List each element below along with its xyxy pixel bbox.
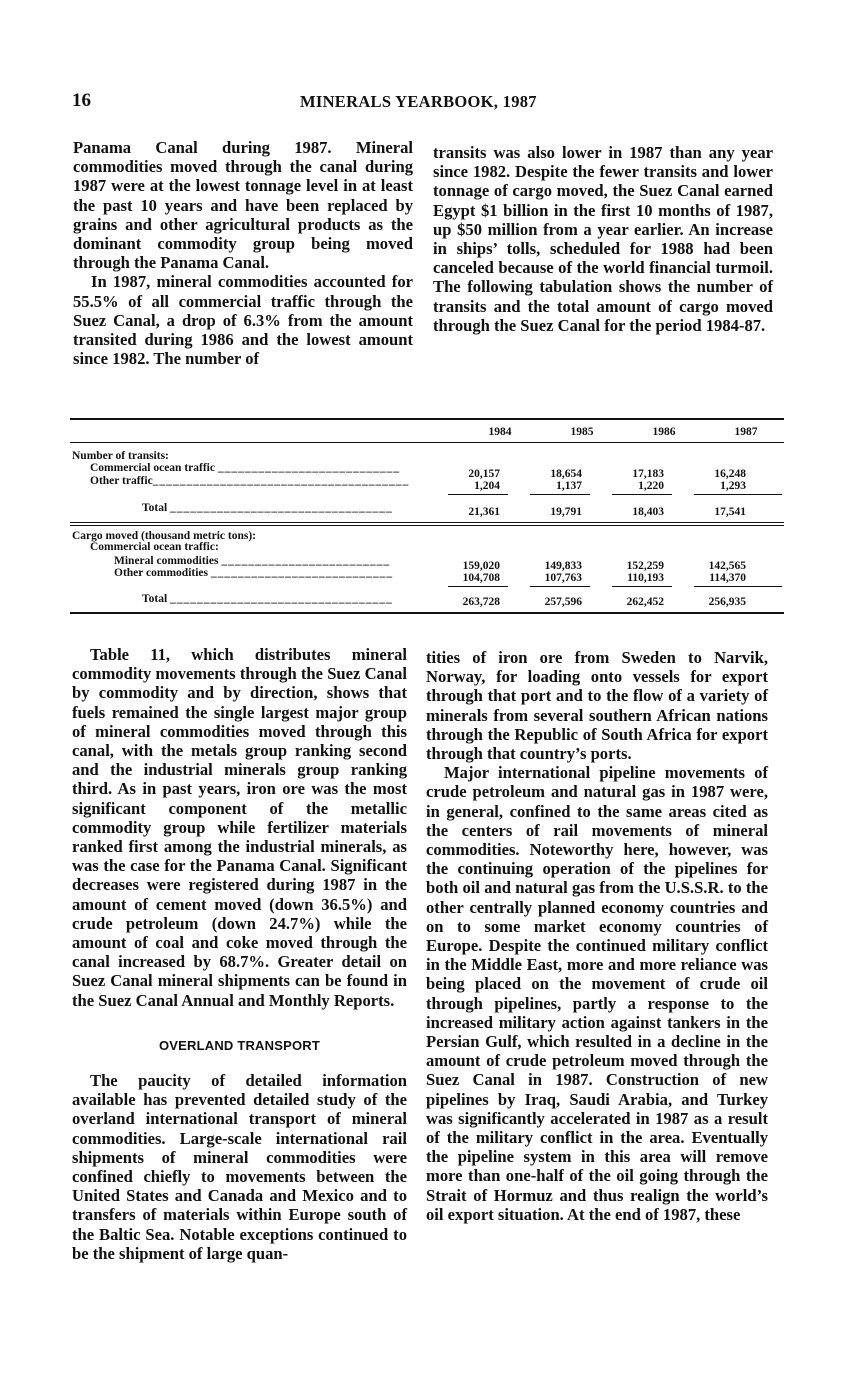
row-label: Other commodities ___________________________ (114, 567, 394, 579)
table-cell: 262,452 (626, 596, 664, 608)
running-head: MINERALS YEARBOOK, 1987 (300, 92, 537, 111)
sum-rule (448, 494, 508, 495)
sum-rule (694, 586, 782, 587)
transits-heading: Number of transits: (72, 450, 169, 462)
table-cell: 257,596 (544, 596, 582, 608)
paragraph: Table 11, which distributes mineral commodity movements through the Suez Canal by commodity and by direction, shows that fuels remained the single largest major group of mineral commodities moved through this canal, with the metals group ranking second and the industrial minerals group ranking third. As in past years, iron ore was the most significant component of the metallic commodity group while fertilizer materials ranked first among the industrial minerals, as was the case for the Panama Canal. Significant decreases were registered during 1987 in the amount of cement moved (down 36.5%) and crude petroleum (down 24.7%) while the amount of coal and coke moved through the canal increased by 68.7%. Greater detail on Suez Canal mineral shipments can be found in the Suez Canal Annual and Monthly Reports. (72, 645, 407, 1010)
table-cell: 16,248 (714, 468, 746, 480)
year-header: 1986 (652, 426, 676, 438)
table-cell: 19,791 (550, 506, 582, 518)
table-cell: 149,833 (544, 560, 582, 572)
section-rule (70, 522, 784, 523)
table-top-rule (70, 418, 784, 420)
text-column-top-right (433, 143, 773, 335)
year-header: 1984 (488, 426, 512, 438)
table-cell: 1,293 (720, 480, 746, 492)
table-cell: 142,565 (708, 560, 746, 572)
table-header-rule (70, 442, 784, 443)
row-label: Commercial ocean traffic ___________________________ (90, 462, 401, 474)
table-cell: 107,763 (544, 572, 582, 584)
sum-rule (612, 586, 672, 587)
text-column-bottom-left (72, 645, 407, 1263)
table-cell: 114,370 (709, 572, 746, 584)
table-bottom-rule (70, 612, 784, 614)
table-cell: 110,193 (627, 572, 664, 584)
sum-rule (530, 586, 590, 587)
sum-rule (612, 494, 672, 495)
table-cell: 263,728 (462, 596, 500, 608)
table-cell: 18,654 (550, 468, 582, 480)
table-cell: 256,935 (708, 596, 746, 608)
cargo-heading: Cargo moved (thousand metric tons): (72, 530, 256, 542)
paragraph: transits was also lower in 1987 than any year since 1982. Despite the fewer transits and lower tonnage of cargo moved, the Suez Canal earned Egypt $1 billion in the first 10 months of 1987, up $50 million from a year earlier. An increase in ships’ tolls, scheduled for 1988 had been canceled because of the world financial turmoil. The following tabulation shows the number of transits and the total amount of cargo moved through the Suez Canal for the period 1984-87. (433, 143, 773, 335)
row-label: Total _________________________________ (142, 593, 393, 605)
sum-rule (448, 586, 508, 587)
year-header: 1987 (734, 426, 758, 438)
year-header: 1985 (570, 426, 594, 438)
row-label: Mineral commodities _________________________ (114, 555, 391, 567)
table-cell: 104,708 (462, 572, 500, 584)
table-cell: 1,137 (556, 480, 582, 492)
row-label: Other traffic______________________________________ (90, 475, 410, 487)
row-label: Total _________________________________ (142, 502, 393, 514)
section-heading: OVERLAND TRANSPORT (158, 1037, 321, 1053)
table-cell: 159,020 (462, 560, 500, 572)
table-cell: 152,259 (626, 560, 664, 572)
table-cell: 21,361 (468, 506, 500, 518)
paragraph: Panama Canal during 1987. Mineral commodities moved through the canal during 1987 were at the lowest tonnage level in at least the past 10 years and have been replaced by grains and other agricultural products as the dominant commodity group being moved through the Panama Canal. (73, 138, 413, 273)
paragraph: The paucity of detailed information available has prevented detailed study of the overland international transport of mineral commodities. Large-scale international rail shipments of mineral commodities were confined chiefly to movements between the United States and Canada and Mexico and to transfers of materials within Europe south of the Baltic Sea. Notable exceptions continued to be the shipment of large quan- (72, 1071, 407, 1263)
text-column-bottom-right (426, 648, 768, 1224)
sum-rule (694, 494, 782, 495)
cargo-subheading: Commercial ocean traffic: (90, 541, 219, 553)
table-cell: 1,220 (638, 480, 664, 492)
sum-rule (530, 494, 590, 495)
paragraph: In 1987, mineral commodities accounted for 55.5% of all commercial traffic through the Suez Canal, a drop of 6.3% from the amount transited during 1986 and the lowest amount since 1982. The number of (73, 272, 413, 369)
table-cell: 17,541 (714, 506, 746, 518)
page-number: 16 (72, 90, 91, 111)
table-cell: 1,204 (474, 480, 500, 492)
section-rule (70, 525, 784, 526)
table-cell: 18,403 (632, 506, 664, 518)
table-cell: 17,183 (632, 468, 664, 480)
text-column-top-left (73, 138, 413, 368)
paragraph: Major international pipeline movements of crude petroleum and natural gas in 1987 were, in general, confined to the same areas cited as the centers of rail movements of mineral commodities. Noteworthy here, however, was the continuing operation of the pipelines for both oil and natural gas from the U.S.S.R. to the other centrally planned economy countries and on to some market economy countries of Europe. Despite the continued military conflict in the Middle East, more and more reliance was being placed on the movement of crude oil through pipelines, partly a response to the increased military action against tankers in the Persian Gulf, which resulted in a decline in the amount of crude petroleum moved through the Suez Canal in 1987. Construction of new pipelines by Iraq, Saudi Arabia, and Turkey was significantly accelerated in 1987 as a result of the military conflict in the area. Eventually the pipeline system in this area will remove more than one-half of the oil going through the Strait of Hormuz and thus realign the world’s oil export situation. At the end of 1987, these (426, 763, 768, 1224)
table-cell: 20,157 (468, 468, 500, 480)
paragraph: tities of iron ore from Sweden to Narvik, Norway, for loading onto vessels for export through that port and to the flow of a variety of minerals from several southern African nations through the Republic of South Africa for export through that country’s ports. (426, 648, 768, 764)
